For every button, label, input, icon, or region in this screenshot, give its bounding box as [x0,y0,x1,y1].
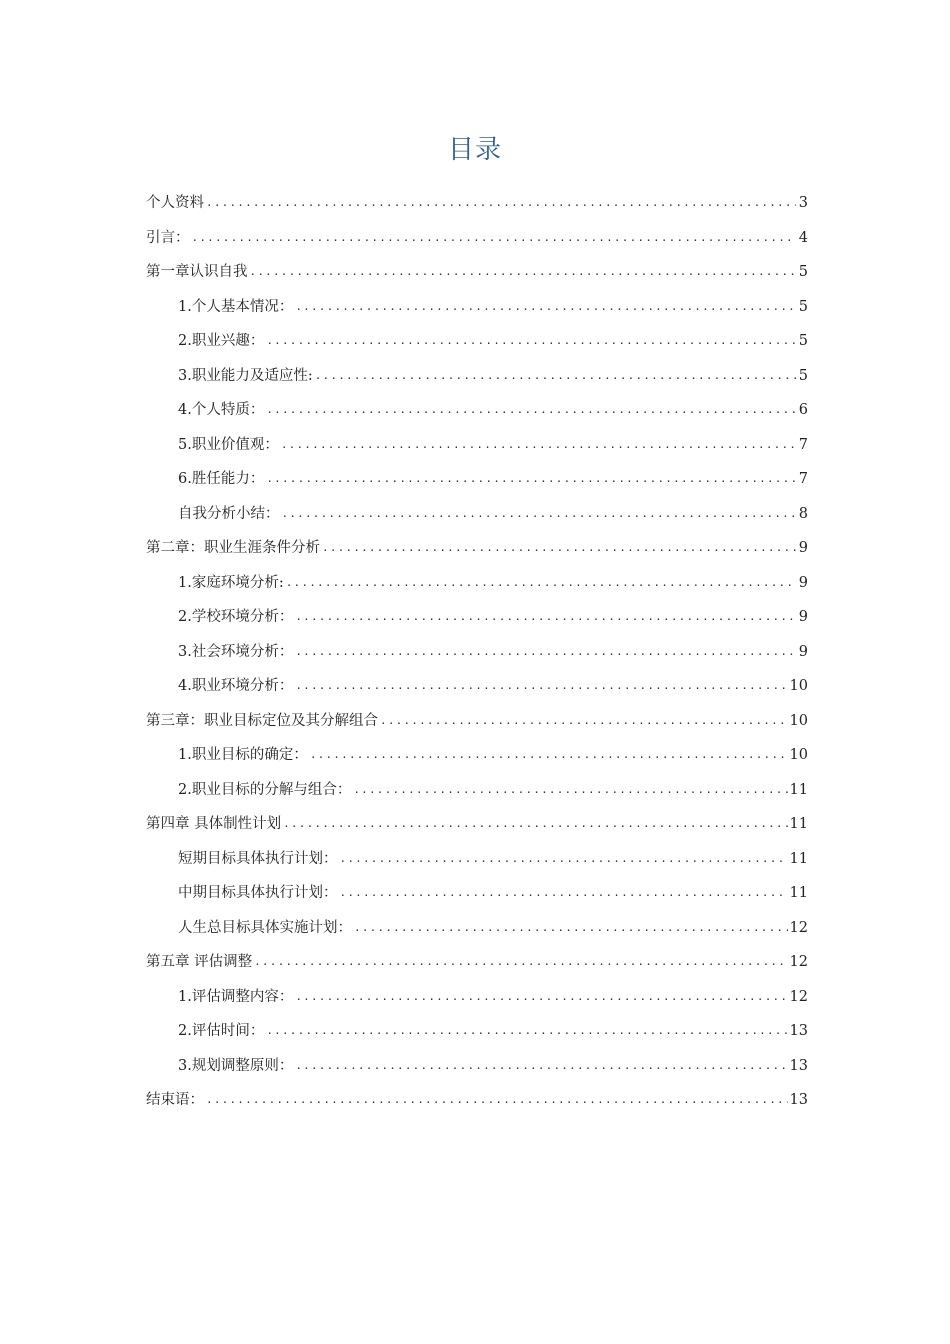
toc-entry[interactable] [146,600,808,635]
toc-entry-page-number: 7 [798,436,808,453]
toc-entry[interactable] [146,393,808,428]
toc-dot-leader [353,773,787,808]
toc-dot-leader [266,462,796,497]
toc-entry[interactable] [146,945,808,980]
toc-dot-leader [281,428,796,463]
toc-entry-label: 第三章：职业目标定位及其分解组合 [146,712,378,729]
toc-dot-leader [315,359,796,394]
toc-entry-label: 第二章：职业生涯条件分析 [146,540,320,556]
toc-entry-label: 4.职业环境分析： [178,678,294,694]
toc-entry-page-number: 7 [798,471,808,487]
toc-dot-leader [295,290,796,325]
toc-entry[interactable] [146,221,808,256]
toc-entry-page-number: 11 [789,885,808,901]
toc-entry[interactable] [146,255,808,290]
toc-entry-label: 人生总目标具体实施计划： [178,919,352,936]
toc-entry[interactable] [146,876,808,911]
toc-entry-label: 1.职业目标的确定： [178,747,308,763]
toc-entry[interactable] [146,669,808,704]
toc-entry-page-number: 10 [789,712,808,729]
toc-entry[interactable] [146,290,808,325]
toc-entry-label: 第四章 具体制性计划 [146,816,282,832]
toc-entry-label: 2.职业兴趣： [178,333,265,349]
toc-dot-leader [295,980,787,1015]
toc-dot-leader [286,566,796,601]
toc-entry-page-number: 3 [798,195,808,211]
toc-entry-page-number: 8 [798,505,808,522]
toc-entry-page-number: 9 [798,574,808,591]
toc-entry-label: 个人资料 [146,195,204,211]
toc-entry-page-number: 5 [798,367,808,384]
toc-dot-leader [282,497,797,532]
toc-entry[interactable] [146,359,808,394]
toc-entry[interactable] [146,911,808,946]
toc-dot-leader [322,531,796,566]
toc-entry-label: 3.职业能力及适应性: [178,367,313,384]
toc-dot-leader [340,876,788,911]
toc-dot-leader [206,1083,788,1118]
toc-dot-leader [206,186,796,221]
toc-entry-page-number: 5 [798,333,808,349]
toc-entry-page-number: 4 [798,229,808,246]
toc-dot-leader [192,221,797,256]
toc-entry-label: 1.家庭环境分析: [178,574,284,591]
toc-entry-page-number: 9 [798,643,808,660]
toc-entry-page-number: 13 [789,1092,808,1108]
toc-dot-leader [295,669,787,704]
toc-entry-label: 1.评估调整内容： [178,988,294,1005]
toc-entry-label: 第一章认识自我 [146,264,248,280]
toc-dot-leader [295,600,796,635]
toc-entry[interactable] [146,186,808,221]
toc-dot-leader [266,1014,787,1049]
toc-entry-page-number: 9 [798,540,808,556]
toc-dot-leader [266,324,796,359]
toc-entry-label: 3.社会环境分析： [178,643,294,660]
toc-dot-leader [250,255,797,290]
toc-entry-page-number: 11 [789,781,808,798]
toc-entry-page-number: 10 [789,678,808,694]
toc-entry-label: 第五章 评估调整 [146,954,253,970]
toc-entry-label: 2.学校环境分析： [178,609,294,625]
toc-entry[interactable] [146,773,808,808]
toc-dot-leader [283,807,787,842]
toc-entry-label: 5.职业价值观： [178,436,279,453]
toc-entry[interactable] [146,462,808,497]
toc-entry[interactable] [146,704,808,739]
toc-dot-leader [340,842,788,877]
toc-dot-leader [266,393,796,428]
toc-entry[interactable] [146,566,808,601]
toc-entry[interactable] [146,807,808,842]
toc-entry[interactable] [146,497,808,532]
toc-dot-leader [254,945,787,980]
toc-entry-page-number: 6 [798,402,808,418]
toc-entry-label: 2.职业目标的分解与组合： [178,781,352,798]
toc-entry-page-number: 11 [789,850,808,867]
toc-entry-label: 引言： [146,229,190,246]
toc-entry-label: 中期目标具体执行计划： [178,885,338,901]
toc-entry-page-number: 13 [789,1023,808,1039]
toc-entry-page-number: 13 [789,1057,808,1074]
toc-entry[interactable] [146,1049,808,1084]
toc-entry-page-number: 12 [789,988,808,1005]
toc-entry[interactable] [146,980,808,1015]
toc-entry-label: 6.胜任能力： [178,471,265,487]
toc-entry-page-number: 9 [798,609,808,625]
toc-entry[interactable] [146,324,808,359]
toc-entry-page-number: 12 [789,919,808,936]
toc-entry[interactable] [146,531,808,566]
toc-entry[interactable] [146,738,808,773]
toc-entry-label: 自我分析小结： [178,505,280,522]
toc-entry-page-number: 5 [798,298,808,315]
toc-entry-label: 1.个人基本情况： [178,298,294,315]
toc-dot-leader [295,1049,787,1084]
toc-entry-page-number: 12 [789,954,808,970]
toc-entry[interactable] [146,635,808,670]
toc-entry-page-number: 11 [789,816,808,832]
toc-entry[interactable] [146,842,808,877]
toc-entry[interactable] [146,1014,808,1049]
toc-entry-page-number: 5 [798,264,808,280]
toc-list [146,186,808,1118]
toc-entry-label: 2.评估时间： [178,1023,265,1039]
toc-dot-leader [380,704,788,739]
toc-dot-leader [295,635,796,670]
toc-entry-label: 短期目标具体执行计划： [178,850,338,867]
toc-entry-label: 结束语： [146,1092,204,1108]
toc-dot-leader [310,738,788,773]
toc-entry-page-number: 10 [789,747,808,763]
toc-entry-label: 3.规划调整原则： [178,1057,294,1074]
toc-title: 目录 [447,135,502,165]
toc-entry-label: 4.个人特质： [178,402,265,418]
toc-entry[interactable] [146,428,808,463]
toc-entry[interactable] [146,1083,808,1118]
toc-dot-leader [354,911,788,946]
